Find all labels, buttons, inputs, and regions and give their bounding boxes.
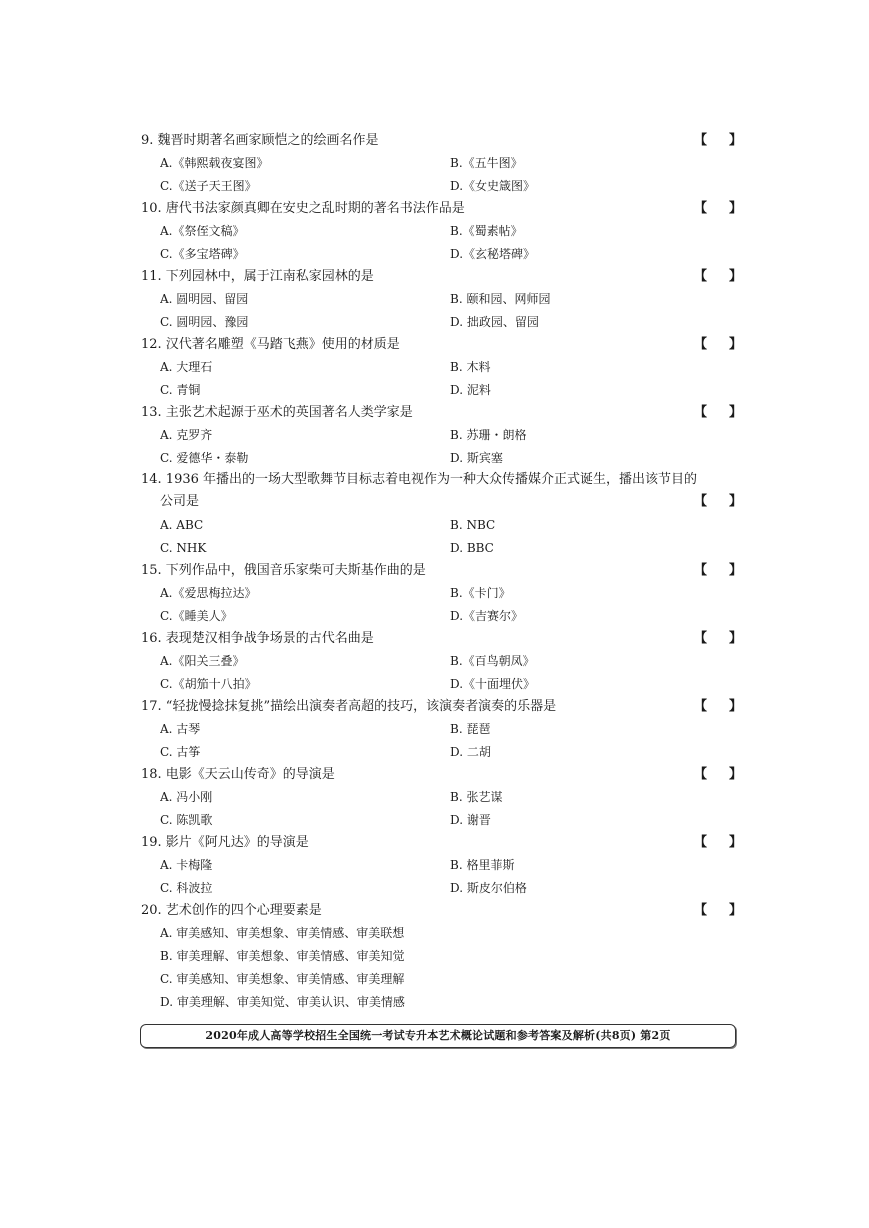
- option-a: A. ABC: [160, 518, 204, 532]
- option-a: A. 古琴: [160, 722, 201, 736]
- question-stem: 16. 表现楚汉相争战争场景的古代名曲是: [141, 631, 374, 646]
- question-stem-continued: 公司是: [160, 494, 200, 509]
- option-b: B. 审美理解、审美想象、审美情感、审美知觉: [160, 949, 405, 963]
- option-d: D. 斯皮尔伯格: [450, 881, 527, 895]
- question-stem: 11. 下列园林中，属于江南私家园林的是: [141, 269, 374, 284]
- option-c: C.《睡美人》: [160, 609, 233, 623]
- option-c: C. 陈凯歌: [160, 813, 213, 827]
- answer-bracket: 【 】: [694, 405, 742, 420]
- question-stem: 15. 下列作品中，俄国音乐家柴可夫斯基作曲的是: [141, 563, 426, 578]
- option-c: C. NHK: [160, 541, 207, 555]
- answer-bracket: 【 】: [694, 494, 742, 509]
- option-a: A. 圆明园、留园: [160, 292, 249, 306]
- option-c: C. 爱德华・泰勒: [160, 451, 249, 465]
- question-stem: 17. “轻拢慢捻抹复挑”描绘出演奏者高超的技巧，该演奏者演奏的乐器是: [141, 699, 557, 714]
- option-d: D. 拙政园、留园: [450, 315, 539, 329]
- question-stem: 10. 唐代书法家颜真卿在安史之乱时期的著名书法作品是: [141, 201, 465, 216]
- option-b: B. 格里菲斯: [450, 858, 515, 872]
- option-a: A. 大理石: [160, 360, 213, 374]
- question-stem: 18. 电影《天云山传奇》的导演是: [141, 767, 335, 782]
- question-stem: 20. 艺术创作的四个心理要素是: [141, 903, 322, 918]
- option-a: A. 克罗齐: [160, 428, 213, 442]
- option-b: B. NBC: [450, 518, 496, 532]
- option-c: C. 科波拉: [160, 881, 213, 895]
- option-d: D. 谢晋: [450, 813, 491, 827]
- answer-bracket: 【 】: [694, 563, 742, 578]
- answer-bracket: 【 】: [694, 767, 742, 782]
- option-d: D. 泥料: [450, 383, 491, 397]
- option-a: A.《爱思梅拉达》: [160, 586, 257, 600]
- option-d: D.《玄秘塔碑》: [450, 247, 536, 261]
- option-b: B.《百鸟朝凤》: [450, 654, 535, 668]
- page-footer: 2020年成人高等学校招生全国统一考试专升本艺术概论试题和参考答案及解析(共8页) 第2页: [140, 1024, 736, 1048]
- option-d: D. 二胡: [450, 745, 491, 759]
- question-stem: 19. 影片《阿凡达》的导演是: [141, 835, 309, 850]
- question-stem: 9. 魏晋时期著名画家顾恺之的绘画名作是: [141, 133, 379, 148]
- option-c: C. 青铜: [160, 383, 201, 397]
- question-stem: 13. 主张艺术起源于巫术的英国著名人类学家是: [141, 405, 413, 420]
- answer-bracket: 【 】: [694, 133, 742, 148]
- option-d: D.《吉赛尔》: [450, 609, 524, 623]
- option-c: C. 审美感知、审美想象、审美情感、审美理解: [160, 972, 405, 986]
- option-b: B. 琵琶: [450, 722, 491, 736]
- question-stem: 12. 汉代著名雕塑《马踏飞燕》使用的材质是: [141, 337, 400, 352]
- option-c: C.《胡笳十八拍》: [160, 677, 257, 691]
- answer-bracket: 【 】: [694, 835, 742, 850]
- answer-bracket: 【 】: [694, 201, 742, 216]
- answer-bracket: 【 】: [694, 337, 742, 352]
- option-d: D.《女史箴图》: [450, 179, 536, 193]
- option-a: A. 卡梅隆: [160, 858, 213, 872]
- option-d: D. 斯宾塞: [450, 451, 503, 465]
- answer-bracket: 【 】: [694, 631, 742, 646]
- option-a: A.《阳关三叠》: [160, 654, 245, 668]
- option-d: D. BBC: [450, 541, 494, 555]
- answer-bracket: 【 】: [694, 269, 742, 284]
- option-b: B.《蜀素帖》: [450, 224, 523, 238]
- option-c: C. 圆明园、豫园: [160, 315, 249, 329]
- answer-bracket: 【 】: [694, 903, 742, 918]
- option-c: C.《多宝塔碑》: [160, 247, 245, 261]
- option-b: B. 木料: [450, 360, 491, 374]
- option-b: B. 颐和园、网师园: [450, 292, 551, 306]
- answer-bracket: 【 】: [694, 699, 742, 714]
- option-d: D.《十面埋伏》: [450, 677, 536, 691]
- option-a: A.《韩熙载夜宴图》: [160, 156, 269, 170]
- question-stem: 14. 1936 年播出的一场大型歌舞节目标志着电视作为一种大众传播媒介正式诞生，播出该节目的: [141, 472, 698, 487]
- option-c: C.《送子天王图》: [160, 179, 257, 193]
- option-b: B. 张艺谋: [450, 790, 503, 804]
- option-b: B.《卡门》: [450, 586, 511, 600]
- option-a: A. 冯小刚: [160, 790, 213, 804]
- option-c: C. 古筝: [160, 745, 201, 759]
- option-b: B. 苏珊・朗格: [450, 428, 527, 442]
- option-b: B.《五牛图》: [450, 156, 523, 170]
- option-a: A.《祭侄文稿》: [160, 224, 245, 238]
- option-a: A. 审美感知、审美想象、审美情感、审美联想: [160, 926, 405, 940]
- option-d: D. 审美理解、审美知觉、审美认识、审美情感: [160, 995, 405, 1009]
